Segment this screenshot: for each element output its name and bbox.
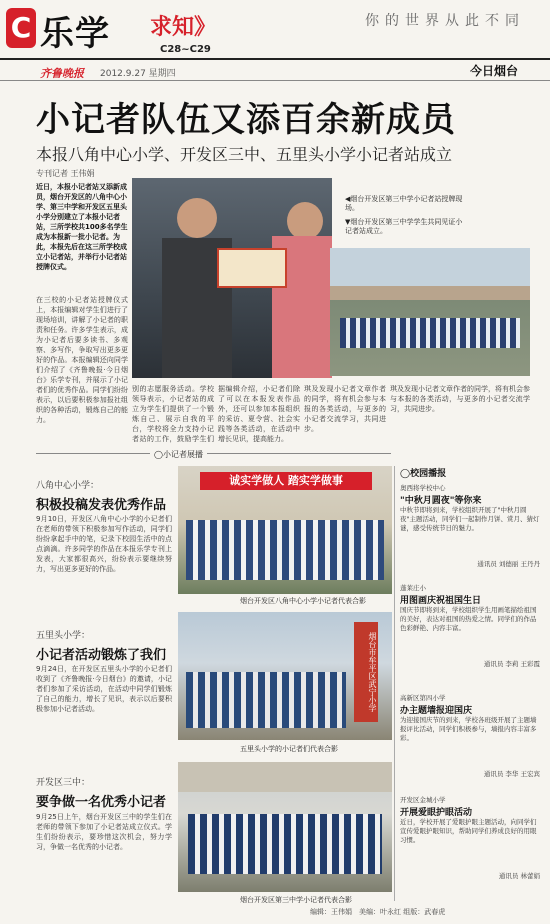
school-sign: 烟台市牟平区武宁小学 (354, 622, 378, 722)
article-body-col-1: 在三校的小记者站授牌仪式上，本报编辑对学生们进行了现场培训，讲解了小记者的职责和任务。许多学生表示，成为小记者后要多读书、多观察、多写作，争取写出更多更好的作品。本报编辑还向同学们介绍了《齐鲁晚报·今日烟台》乐学专刊，并展示了小记者们的优秀作品。同学们纷纷表示，以后要积极参加报社组织的各种活动，锻炼自己的能力。 (36, 296, 128, 424)
story-photo (178, 612, 392, 740)
section-bar-label: ◯小记者展播 (150, 449, 207, 460)
article-subhead: 本报八角中心小学、开发区三中、五里头小学小记者站成立 (36, 145, 453, 164)
story-title: 积极投稿发表优秀作品 (36, 498, 167, 513)
page-footer: 编辑：王伟娟 美编：叶永红 组版：武春虎 (310, 908, 446, 916)
sidebar-item-text: 国庆节即将到来，学校组织学生用画笔描绘祖国的美好，表达对祖国的热爱之情。同学们的作品色彩鲜艳、内容丰富。 (400, 606, 537, 632)
story-photo-caption: 烟台开发区八角中心小学小记者代表合影 (240, 597, 366, 605)
story-kicker: 五里头小学： (36, 631, 91, 641)
section-subtitle: 求知》 (150, 15, 217, 40)
section-title: 乐学 (40, 14, 110, 54)
story-text: 9月25日上午，烟台开发区三中的学生们在老师的带领下参加了小记者站成立仪式。学生们纷纷表示，要珍惜这次机会，努力学习，争做一名优秀的小记者。 (36, 813, 172, 851)
sidebar-item-title: 开展爱眼护眼活动 (400, 808, 473, 818)
sidebar-item-author: 通讯员 林蕾娟 (498, 872, 540, 880)
top-rule (0, 58, 550, 60)
edition-name: 今日烟台 (470, 64, 519, 78)
story-title: 小记者活动锻炼了我们 (36, 648, 167, 663)
sidebar-school: 蓬莱庄小 (400, 584, 426, 592)
sidebar-item-text: 中秋节即将到来，学校组织开展了"中秋月圆夜"主题活动，同学们一起制作月饼、赏月、猜灯谜，感受传统节日的魅力。 (400, 506, 540, 532)
story-photo (178, 466, 392, 594)
article-body-col-3: 据编辑介绍，小记者们除了可以在本报发表作品外，还可以参加本报组织的采访、夏令营、社会实践等各类活动，在活动中增长见识，提高能力。 (218, 385, 300, 443)
crowd-photo (330, 248, 530, 376)
paper-name: 齐鲁晚报 (40, 67, 84, 80)
article-byline: 专刊记者 王伟娟 (36, 169, 95, 178)
article-body-col-2: 别的志愿服务活动。学校领导表示，小记者站的成立为学生们提供了一个锻炼自己、展示自我的平台，学校将全力支持小记者站的工作，鼓励学生们 (132, 385, 214, 443)
sidebar-title: ◯校园播报 (400, 469, 447, 479)
school-banner: 诚实学做人 踏实学做事 (200, 472, 372, 490)
page-numbers: C28~C29 (160, 44, 211, 55)
masthead-logo: C (6, 8, 36, 48)
story-photo-caption: 烟台开发区第三中学小记者代表合影 (240, 896, 352, 904)
photo-caption-2: ▼烟台开发区第三中学学生共同见证小记者站成立。 (345, 218, 463, 235)
plaque (217, 248, 287, 288)
sidebar-item-author: 通讯员 李莉 王彩霞 (483, 660, 540, 668)
sidebar-item-author: 通讯员 刘德丽 王丹丹 (477, 560, 540, 568)
story-title: 要争做一名优秀小记者 (36, 795, 167, 810)
story-text: 9月24日，在开发区五里头小学的小记者们收到了《齐鲁晚报·今日烟台》的邀请，小记者们参加了采访活动，在活动中同学们锻炼了自己的能力，增长了见识，表示以后要积极参加小记者活动。 (36, 665, 172, 713)
sidebar-item-author: 通讯员 李华 王宏宾 (483, 770, 540, 778)
sidebar-school: 奥西将学校中心 (400, 484, 446, 492)
story-kicker: 开发区三中： (36, 778, 91, 788)
building (330, 286, 530, 300)
students-group (186, 672, 346, 728)
building-roof (178, 762, 392, 792)
section-bar-rule (36, 453, 391, 465)
sidebar-item-title: 用图画庆祝祖国生日 (400, 596, 482, 606)
sidebar-item-title: "中秋月圆夜"等你来 (400, 496, 482, 506)
slogan: 你的世界从此不同 (365, 13, 525, 29)
sidebar-item-text: 近日，学校开展了爱眼护眼主题活动，向同学们宣传爱眼护眼知识，帮助同学们养成良好的用眼习惯。 (400, 818, 537, 844)
sidebar-item (400, 584, 540, 669)
students-group (186, 520, 384, 580)
header-rule (0, 80, 550, 81)
sidebar-item-title: 办主题墙报迎国庆 (400, 706, 473, 716)
sidebar-item (400, 694, 540, 779)
students-rows (340, 318, 520, 348)
article-body-col-5: 琪及发现小记者文章作者的同学，将有机会参与本报的各类活动，与更多的小记者交流学习，共同进步。 (390, 385, 530, 413)
photo-caption-1: ◀烟台开发区第三中学小记者站授牌现场。 (345, 195, 463, 212)
sidebar-item (400, 796, 540, 881)
issue-date: 2012.9.27 星期四 (100, 69, 176, 79)
sidebar-divider (394, 466, 395, 901)
person-head-right (287, 202, 323, 240)
sidebar-school: 高新区第四小学 (400, 694, 446, 702)
sidebar-school: 开发区金城小学 (400, 796, 446, 804)
article-body-col-4: 琪及发现小记者文章作者的同学，将有机会参与本报的各类活动，与更多的小记者交流学习，共同进步。 (304, 385, 386, 433)
article-lead: 近日，本报小记者站又添新成员，烟台开发区的八角中心小学、第三中学和开发区五里头小学分别建立了本报小记者站，三所学校共100多名学生成为本报新一批小记者。为此，本报先后在这三所学校成立小记者站，并举行小记者站授牌仪式。 (36, 183, 128, 271)
person-head-left (177, 198, 217, 238)
story-kicker: 八角中心小学： (36, 481, 100, 491)
story-photo (178, 762, 392, 892)
story-text: 9月10日，开发区八角中心小学的小记者们在老师的带领下积极参加写作活动，同学们纷纷拿起手中的笔，记录下校园生活中的点点滴滴。许多同学的作品在本报乐学专刊上发表，大家都很高兴，纷纷表示要继续努力，写出更多更好的作品。 (36, 515, 172, 573)
story-photo-caption: 五里头小学的小记者们代表合影 (240, 745, 338, 753)
sidebar-item-text: 为迎接国庆节的到来，学校各班级开展了主题墙报评比活动，同学们积极参与，墙报内容丰富多彩。 (400, 716, 537, 742)
article-headline: 小记者队伍又添百余新成员 (36, 100, 456, 140)
students-group (188, 814, 382, 874)
sidebar-item (400, 484, 540, 569)
main-photo (132, 178, 332, 378)
